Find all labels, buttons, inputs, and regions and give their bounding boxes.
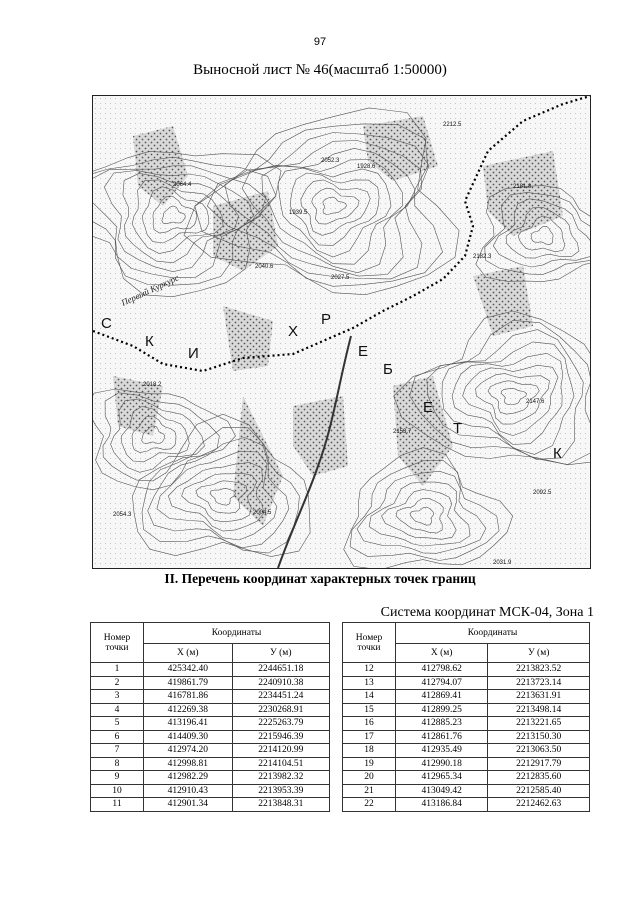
- sheet-title: Выносной лист № 46(масштаб 1:50000): [193, 62, 447, 78]
- spot-height: 2153.7: [393, 429, 412, 435]
- table-row: [91, 744, 330, 758]
- point-number-cell: 9: [91, 771, 144, 785]
- table-row: [91, 676, 330, 690]
- header-x: X (м): [396, 644, 488, 663]
- y-coordinate-cell: 2212462.63: [488, 798, 590, 812]
- header-y: У (м): [488, 644, 590, 663]
- x-coordinate-cell: 419861.79: [144, 676, 233, 690]
- point-number-cell: 8: [91, 757, 144, 771]
- y-coordinate-cell: 2240910.38: [232, 676, 329, 690]
- point-number-cell: 5: [91, 717, 144, 731]
- ridge-letter: Е: [423, 399, 434, 416]
- spot-height: 2054.3: [113, 512, 132, 518]
- table-row: [343, 798, 590, 812]
- header-y: У (м): [232, 644, 329, 663]
- table-row: [343, 676, 590, 690]
- topographic-map: [92, 95, 591, 569]
- x-coordinate-cell: 412269.38: [144, 703, 233, 717]
- y-coordinate-cell: 2213063.50: [488, 744, 590, 758]
- table-row: [91, 798, 330, 812]
- point-number-cell: 15: [343, 703, 396, 717]
- spot-height: 2018.2: [143, 382, 162, 388]
- table-row: [91, 730, 330, 744]
- y-coordinate-cell: 2213953.39: [232, 784, 329, 798]
- spot-height: 2040.6: [255, 264, 274, 270]
- table-row: [343, 771, 590, 785]
- table-row: [343, 717, 590, 731]
- y-coordinate-cell: 2213498.14: [488, 703, 590, 717]
- header-coordinates: Координаты: [396, 623, 590, 644]
- x-coordinate-cell: 412798.62: [396, 663, 488, 677]
- point-number-cell: 20: [343, 771, 396, 785]
- spot-height: 2181.8: [513, 184, 532, 190]
- x-coordinate-cell: 412982.29: [144, 771, 233, 785]
- x-coordinate-cell: 412974.20: [144, 744, 233, 758]
- point-number-cell: 10: [91, 784, 144, 798]
- point-number-cell: 11: [91, 798, 144, 812]
- spot-height: 2212.5: [443, 122, 462, 128]
- y-coordinate-cell: 2230268.91: [232, 703, 329, 717]
- x-coordinate-cell: 425342.40: [144, 663, 233, 677]
- section-title: II. Перечень координат характерных точек границ: [164, 571, 476, 586]
- x-coordinate-cell: 413196.41: [144, 717, 233, 731]
- y-coordinate-cell: 2213150.30: [488, 730, 590, 744]
- spot-height: 2031.9: [493, 560, 512, 566]
- x-coordinate-cell: 413186.84: [396, 798, 488, 812]
- point-number-cell: 7: [91, 744, 144, 758]
- table-row: [91, 717, 330, 731]
- point-number-cell: 12: [343, 663, 396, 677]
- table-row: [91, 771, 330, 785]
- y-coordinate-cell: 2244651.18: [232, 663, 329, 677]
- spot-height: 2004.5: [253, 510, 272, 516]
- point-number-cell: 6: [91, 730, 144, 744]
- point-number-cell: 16: [343, 717, 396, 731]
- x-coordinate-cell: 413049.42: [396, 784, 488, 798]
- x-coordinate-cell: 412885.23: [396, 717, 488, 731]
- table-row: [91, 784, 330, 798]
- ridge-letter: Т: [453, 420, 463, 437]
- ridge-letter: И: [188, 345, 199, 362]
- point-number-cell: 18: [343, 744, 396, 758]
- table-row: [343, 690, 590, 704]
- y-coordinate-cell: 2214104.51: [232, 757, 329, 771]
- table-row: [343, 757, 590, 771]
- table-row: [343, 730, 590, 744]
- point-number-cell: 19: [343, 757, 396, 771]
- river-label: Первый Куркурс: [119, 272, 181, 308]
- header-coordinates: Координаты: [144, 623, 330, 644]
- point-number-cell: 17: [343, 730, 396, 744]
- table-row: [91, 690, 330, 704]
- y-coordinate-cell: 2225263.79: [232, 717, 329, 731]
- header-point-number: Номер точки: [343, 623, 396, 663]
- point-number-cell: 3: [91, 690, 144, 704]
- y-coordinate-cell: 2215946.39: [232, 730, 329, 744]
- table-row: [343, 744, 590, 758]
- x-coordinate-cell: 412901.34: [144, 798, 233, 812]
- x-coordinate-cell: 414409.30: [144, 730, 233, 744]
- point-number-cell: 1: [91, 663, 144, 677]
- table-row: [343, 703, 590, 717]
- y-coordinate-cell: 2212585.40: [488, 784, 590, 798]
- spot-height: 2064.4: [173, 182, 192, 188]
- x-coordinate-cell: 412965.34: [396, 771, 488, 785]
- coordinates-table-right: [342, 622, 590, 812]
- spot-height: 2052.3: [321, 158, 340, 164]
- point-number-cell: 2: [91, 676, 144, 690]
- y-coordinate-cell: 2213982.32: [232, 771, 329, 785]
- spot-height: 2147.6: [526, 399, 545, 405]
- spot-height: 2182.3: [473, 254, 492, 260]
- spot-height: 2092.5: [533, 490, 552, 496]
- point-number-cell: 13: [343, 676, 396, 690]
- y-coordinate-cell: 2213631.91: [488, 690, 590, 704]
- page-number: 97: [313, 36, 327, 48]
- y-coordinate-cell: 2213221.65: [488, 717, 590, 731]
- y-coordinate-cell: 2213723.14: [488, 676, 590, 690]
- x-coordinate-cell: 412998.81: [144, 757, 233, 771]
- x-coordinate-cell: 412899.25: [396, 703, 488, 717]
- x-coordinate-cell: 412910.43: [144, 784, 233, 798]
- y-coordinate-cell: 2212917.79: [488, 757, 590, 771]
- coordinate-system-label: Система координат МСК-04, Зона 1: [380, 605, 594, 620]
- y-coordinate-cell: 2234451.24: [232, 690, 329, 704]
- spot-height: 1939.5: [289, 210, 308, 216]
- x-coordinate-cell: 412869.41: [396, 690, 488, 704]
- point-number-cell: 22: [343, 798, 396, 812]
- y-coordinate-cell: 2213823.52: [488, 663, 590, 677]
- ridge-letter: К: [553, 445, 562, 462]
- coordinates-table-left: [90, 622, 330, 812]
- y-coordinate-cell: 2213848.31: [232, 798, 329, 812]
- table-row: [91, 663, 330, 677]
- spot-height: 2027.5: [331, 275, 350, 281]
- header-x: X (м): [144, 644, 233, 663]
- point-number-cell: 21: [343, 784, 396, 798]
- header-point-number: Номер точки: [91, 623, 144, 663]
- point-number-cell: 14: [343, 690, 396, 704]
- ridge-letter: С: [101, 315, 112, 332]
- x-coordinate-cell: 412935.49: [396, 744, 488, 758]
- ridge-letter: Б: [383, 361, 393, 378]
- ridge-letter: Х: [288, 323, 299, 340]
- table-row: [91, 703, 330, 717]
- ridge-letter: Р: [321, 311, 332, 328]
- spot-height: 1928.6: [357, 164, 376, 170]
- ridge-letter: К: [145, 333, 154, 350]
- x-coordinate-cell: 412794.07: [396, 676, 488, 690]
- table-row: [91, 757, 330, 771]
- x-coordinate-cell: 412990.18: [396, 757, 488, 771]
- table-row: [343, 663, 590, 677]
- table-row: [343, 784, 590, 798]
- point-number-cell: 4: [91, 703, 144, 717]
- ridge-letter: Е: [358, 343, 369, 360]
- y-coordinate-cell: 2212835.60: [488, 771, 590, 785]
- y-coordinate-cell: 2214120.99: [232, 744, 329, 758]
- x-coordinate-cell: 416781.86: [144, 690, 233, 704]
- x-coordinate-cell: 412861.76: [396, 730, 488, 744]
